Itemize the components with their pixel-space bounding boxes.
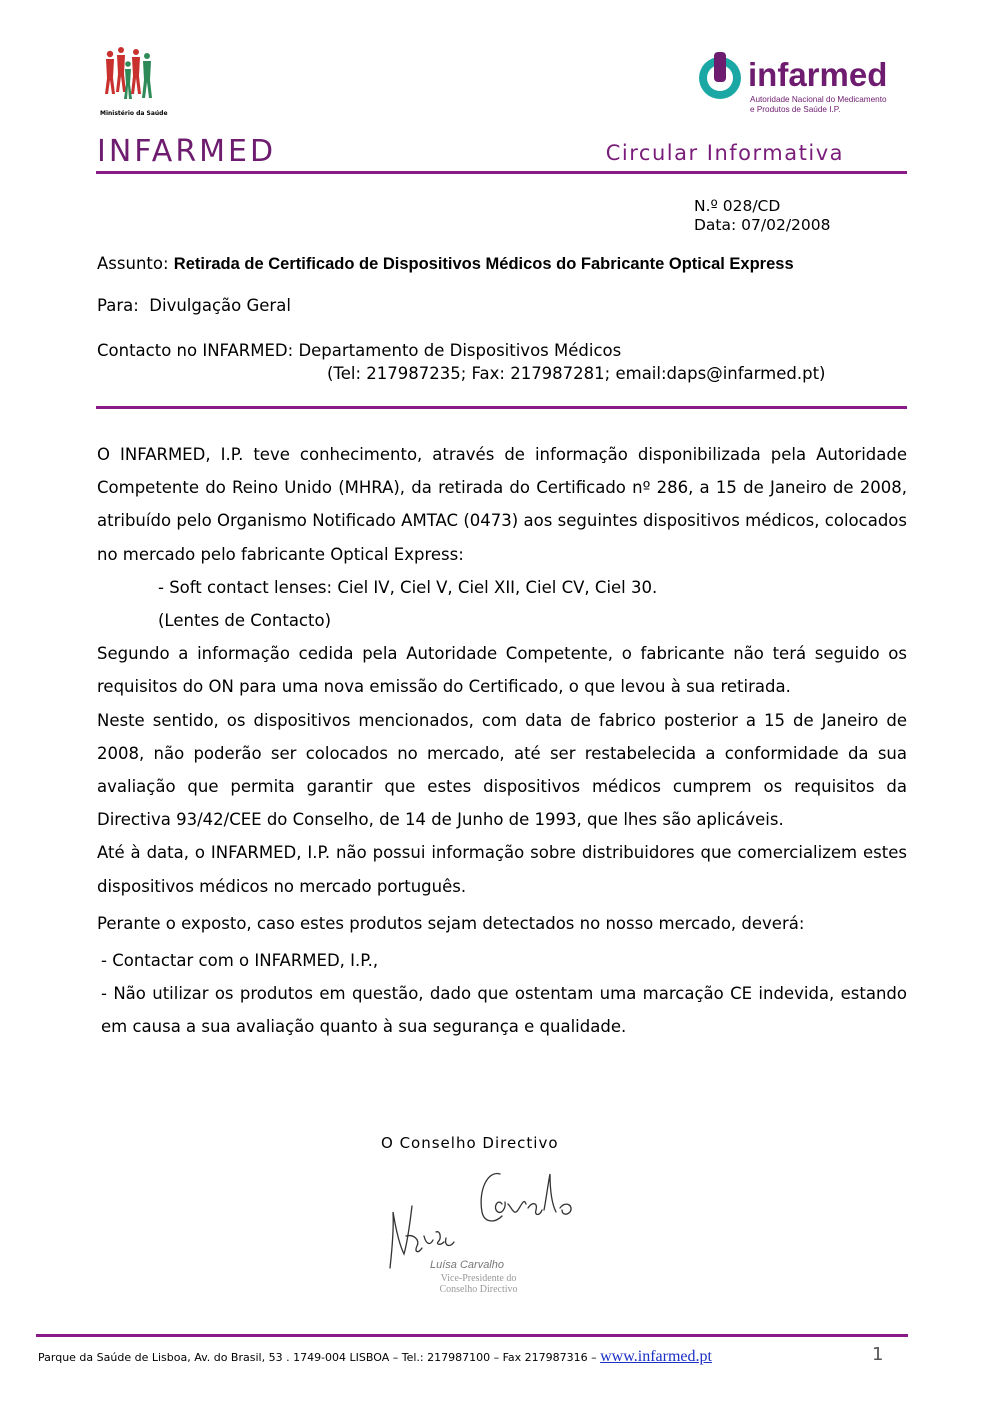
paragraph-reason: Segundo a informação cedida pela Autoridade Competente, o fabricante não terá seguido os requisitos do ON para uma nova emissão do Certificado, o que levou à sua retirada. xyxy=(97,644,907,697)
circular-number: N.º 028/CD xyxy=(694,197,781,215)
brand-name: INFARMED xyxy=(97,134,277,169)
device-list-item: - Soft contact lenses: Ciel IV, Ciel V, Ciel XII, Ciel CV, Ciel 30. xyxy=(158,577,658,597)
stamp-role-line-2: Conselho Directivo xyxy=(439,1284,518,1295)
subject-line xyxy=(97,254,794,274)
recipient-label: Para: xyxy=(97,296,139,315)
logo-tagline-line-2: e Produtos de Saúde I.P. xyxy=(750,105,841,114)
subject-value: Retirada de Certificado de Dispositivos Médicos do Fabricante Optical Express xyxy=(173,255,794,273)
paragraph-intro: O INFARMED, I.P. teve conhecimento, através de informação disponibilizada pela Autoridade Competente do Reino Unido (MHRA), da retirada do Certificado nº 286, a 15 de Janeiro de 2008, atribuído pelo Organismo Notificado AMTAC (0473) aos seguintes dispositivos médicos, colocados no mercado pelo fabricante Optical Express: xyxy=(97,445,907,564)
ministry-figures-icon xyxy=(100,44,160,108)
contact-label: Contacto no INFARMED: xyxy=(97,341,294,360)
footer-address: Parque da Saúde de Lisboa, Av. do Brasil, 53 . 1749-004 LISBOA – Tel.: 217987100 – Fax 217987316 – xyxy=(38,1351,597,1364)
section-divider xyxy=(96,406,907,409)
contact-department: Departamento de Dispositivos Médicos xyxy=(298,341,622,360)
circular-body xyxy=(97,438,907,1044)
header-divider xyxy=(96,171,907,174)
logo-tagline-line-1: Autoridade Nacional do Medicamento xyxy=(750,95,887,104)
contact-line xyxy=(97,341,621,361)
ministry-caption: Ministério da Saúde xyxy=(100,110,168,117)
infarmed-mark-icon xyxy=(699,52,741,99)
recipient-line xyxy=(97,296,291,316)
footer xyxy=(38,1348,712,1366)
device-description: (Lentes de Contacto) xyxy=(158,611,332,631)
subject-label: Assunto: xyxy=(97,254,169,273)
logo-wordmark: infarmed xyxy=(748,56,888,93)
page-number: 1 xyxy=(872,1344,884,1365)
circular-date: Data: 07/02/2008 xyxy=(694,216,831,234)
stamp-name: Luísa Carvalho xyxy=(430,1259,504,1271)
website-link[interactable]: www.infarmed.pt xyxy=(600,1348,712,1365)
document-type: Circular Informativa xyxy=(605,141,844,165)
footer-divider xyxy=(36,1334,908,1337)
recipient-value: Divulgação Geral xyxy=(149,296,291,315)
infarmed-logo xyxy=(696,50,896,118)
ministry-logo xyxy=(100,44,168,120)
paragraph-instructions: Perante o exposto, caso estes produtos sejam detectados no nosso mercado, deverá: xyxy=(97,913,805,933)
signoff: O Conselho Directivo xyxy=(381,1134,559,1152)
action-item-do-not-use: - Não utilizar os produtos em questão, dado que ostentam uma marcação CE indevida, estando em causa a sua avaliação quanto à sua segurança e qualidade. xyxy=(101,984,907,1037)
stamp-role xyxy=(421,1273,536,1295)
action-item-contact: - Contactar com o INFARMED, I.P., xyxy=(101,951,379,971)
stamp-role-line-1: Vice-Presidente do xyxy=(440,1273,517,1284)
paragraph-consequence: Neste sentido, os dispositivos mencionados, com data de fabrico posterior a 15 de Janeiro de 2008, não poderão ser colocados no mercado, até ser restabelecida a conformidade da sua avaliação que permita garantir que estes dispositivos médicos cumprem os requisitos da Directiva 93/42/CEE do Conselho, de 14 de Junho de 1993, que lhes são aplicáveis. xyxy=(97,710,907,830)
reference-block xyxy=(694,197,831,235)
contact-details: (Tel: 217987235; Fax: 217987281; email:daps@infarmed.pt) xyxy=(327,364,826,383)
paragraph-distributors: Até à data, o INFARMED, I.P. não possui informação sobre distribuidores que comercializem estes dispositivos médicos no mercado português. xyxy=(97,843,907,896)
